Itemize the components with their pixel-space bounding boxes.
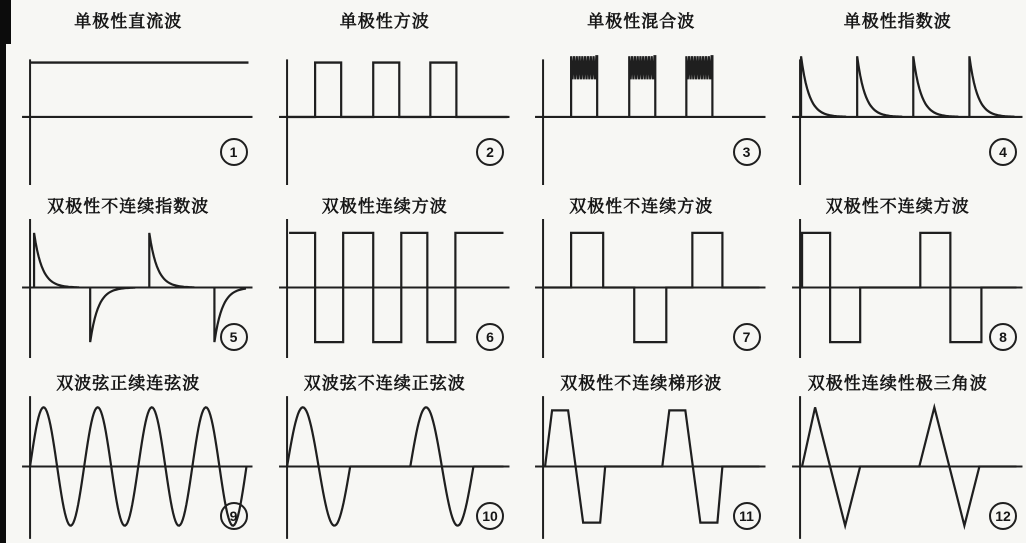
- panel-1: [0, 0, 257, 185]
- panel-6: [257, 185, 514, 362]
- panel-2-number-badge: 2: [476, 138, 504, 166]
- waveform-path: [34, 233, 79, 288]
- panel-6-title: 双极性连续方波: [321, 197, 448, 216]
- scan-edge: [0, 0, 6, 543]
- waveform-path: [913, 56, 958, 117]
- waveform-path: [90, 288, 135, 343]
- panel-6-waveform: [257, 213, 514, 362]
- panel-8-waveform: [770, 213, 1026, 362]
- panel-9-title: 双波弦正续连弦波: [56, 374, 201, 393]
- scan-edge-nub: [0, 0, 11, 44]
- panel-2-title: 单极性方波: [339, 12, 430, 31]
- panel-4-waveform: [770, 28, 1026, 185]
- panel-10-number-badge: 10: [476, 502, 504, 530]
- waveform-path: [686, 56, 712, 117]
- panel-2: [257, 0, 514, 185]
- panel-8: [770, 185, 1026, 362]
- panel-3: [513, 0, 770, 185]
- waveform-path: [857, 56, 902, 117]
- panel-1-number-badge: 1: [220, 138, 248, 166]
- panel-11-title: 双极性不连续梯形波: [560, 374, 723, 393]
- panel-11-number-badge: 11: [733, 502, 761, 530]
- panel-12-waveform: [770, 390, 1026, 543]
- waveform-path: [287, 63, 507, 117]
- panel-9-waveform: [0, 390, 257, 543]
- panel-5-waveform: [0, 213, 257, 362]
- panel-10-title: 双波弦不连续正弦波: [303, 374, 466, 393]
- panel-9: [0, 362, 257, 543]
- panel-1-title: 单极性直流波: [74, 12, 183, 31]
- panel-4-number-badge: 4: [989, 138, 1017, 166]
- panel-4-title: 单极性指数波: [843, 12, 952, 31]
- panel-11-waveform: [513, 390, 770, 543]
- panel-3-number-badge: 3: [733, 138, 761, 166]
- panel-9-number-badge: 9: [220, 502, 248, 530]
- waveform-path: [149, 233, 194, 288]
- panel-2-waveform: [257, 28, 514, 185]
- panel-11: [513, 362, 770, 543]
- panel-7-number-badge: 7: [733, 323, 761, 351]
- panel-1-waveform: [0, 28, 257, 185]
- panel-7: [513, 185, 770, 362]
- panel-8-title: 双极性不连续方波: [825, 197, 970, 216]
- panel-10: [257, 362, 514, 543]
- panel-5-number-badge: 5: [220, 323, 248, 351]
- panel-4: [770, 0, 1026, 185]
- panel-5: [0, 185, 257, 362]
- panel-12-number-badge: 12: [989, 502, 1017, 530]
- panel-5-title: 双极性不连续指数波: [47, 197, 210, 216]
- panel-12: [770, 362, 1026, 543]
- panel-10-waveform: [257, 390, 514, 543]
- panel-12-title: 双极性连续性极三角波: [807, 374, 988, 393]
- waveform-path: [571, 56, 597, 117]
- panel-6-number-badge: 6: [476, 323, 504, 351]
- panel-8-number-badge: 8: [989, 323, 1017, 351]
- waveform-path: [969, 56, 1014, 117]
- panel-3-title: 单极性混合波: [587, 12, 696, 31]
- panel-3-waveform: [513, 28, 770, 185]
- panel-7-title: 双极性不连续方波: [569, 197, 714, 216]
- waveform-path: [629, 56, 655, 117]
- waveform-path: [801, 56, 846, 117]
- panel-7-waveform: [513, 213, 770, 362]
